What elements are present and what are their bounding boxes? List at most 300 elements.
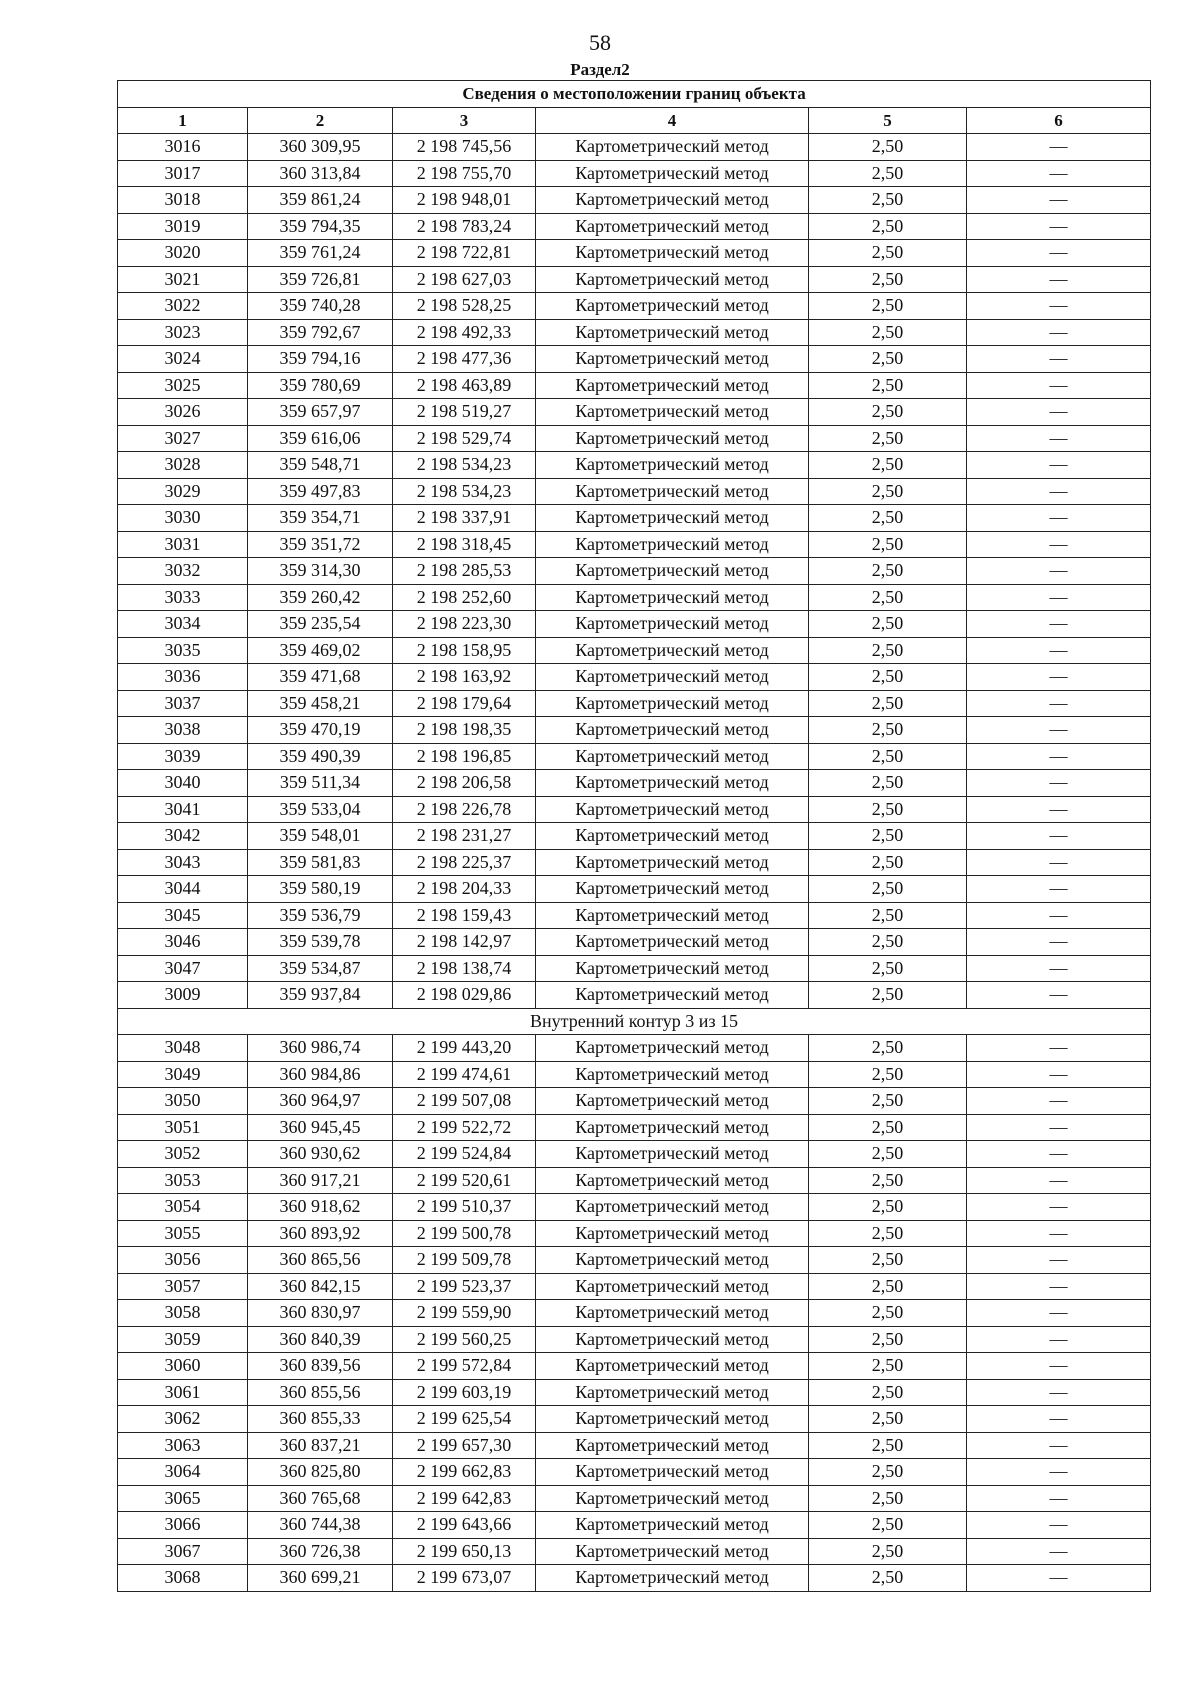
table-cell: 2,50 bbox=[809, 160, 967, 187]
table-cell: — bbox=[967, 902, 1151, 929]
table-cell: 3066 bbox=[118, 1512, 248, 1539]
table-cell: — bbox=[967, 1432, 1151, 1459]
table-cell: — bbox=[967, 452, 1151, 479]
table-cell: 359 792,67 bbox=[248, 319, 393, 346]
table-cell: — bbox=[967, 584, 1151, 611]
table-cell: 2 198 159,43 bbox=[393, 902, 536, 929]
table-cell: 3031 bbox=[118, 531, 248, 558]
table-cell: 2 199 643,66 bbox=[393, 1512, 536, 1539]
table-cell: 3016 bbox=[118, 134, 248, 161]
table-row bbox=[118, 584, 1151, 611]
table-cell: 3057 bbox=[118, 1273, 248, 1300]
table-cell: 2,50 bbox=[809, 929, 967, 956]
table-cell: 3056 bbox=[118, 1247, 248, 1274]
table-cell: 360 865,56 bbox=[248, 1247, 393, 1274]
table-cell: — bbox=[967, 1061, 1151, 1088]
table-row bbox=[118, 346, 1151, 373]
table-cell: 2,50 bbox=[809, 1088, 967, 1115]
table-cell: 2 198 783,24 bbox=[393, 213, 536, 240]
table-cell: 3053 bbox=[118, 1167, 248, 1194]
table-cell: 2,50 bbox=[809, 770, 967, 797]
table-cell: 2 198 534,23 bbox=[393, 452, 536, 479]
table-cell: 359 861,24 bbox=[248, 187, 393, 214]
table-cell: 2,50 bbox=[809, 266, 967, 293]
table-cell: — bbox=[967, 849, 1151, 876]
table-cell: 2,50 bbox=[809, 1432, 967, 1459]
table-cell: — bbox=[967, 240, 1151, 267]
table-row bbox=[118, 452, 1151, 479]
table-cell: Картометрический метод bbox=[536, 1379, 809, 1406]
table-cell: 2 199 650,13 bbox=[393, 1538, 536, 1565]
table-cell: 359 780,69 bbox=[248, 372, 393, 399]
table-cell: 359 580,19 bbox=[248, 876, 393, 903]
table-cell: 2 199 625,54 bbox=[393, 1406, 536, 1433]
table-cell: 2 199 642,83 bbox=[393, 1485, 536, 1512]
table-cell: 3018 bbox=[118, 187, 248, 214]
table-cell: 2 198 231,27 bbox=[393, 823, 536, 850]
table-cell: 359 794,35 bbox=[248, 213, 393, 240]
table-row bbox=[118, 637, 1151, 664]
table-cell: 359 548,71 bbox=[248, 452, 393, 479]
table-cell: 3058 bbox=[118, 1300, 248, 1327]
table-cell: 2 198 477,36 bbox=[393, 346, 536, 373]
table-cell: 3019 bbox=[118, 213, 248, 240]
table-cell: 2 198 745,56 bbox=[393, 134, 536, 161]
table-row bbox=[118, 955, 1151, 982]
table-cell: 359 937,84 bbox=[248, 982, 393, 1009]
table-cell: — bbox=[967, 1141, 1151, 1168]
table-cell: 3025 bbox=[118, 372, 248, 399]
table-cell: 359 534,87 bbox=[248, 955, 393, 982]
table-cell: Картометрический метод bbox=[536, 213, 809, 240]
column-header: 5 bbox=[809, 107, 967, 134]
table-cell: 3052 bbox=[118, 1141, 248, 1168]
subheader-group bbox=[118, 1008, 1151, 1035]
table-cell: 3020 bbox=[118, 240, 248, 267]
table-cell: 2,50 bbox=[809, 319, 967, 346]
table-cell: 2,50 bbox=[809, 452, 967, 479]
table-row bbox=[118, 929, 1151, 956]
table-cell: Картометрический метод bbox=[536, 823, 809, 850]
table-cell: — bbox=[967, 187, 1151, 214]
table-cell: — bbox=[967, 823, 1151, 850]
table-cell: 360 830,97 bbox=[248, 1300, 393, 1327]
table-cell: 2 199 572,84 bbox=[393, 1353, 536, 1380]
table-cell: Картометрический метод bbox=[536, 1061, 809, 1088]
table-cell: — bbox=[967, 1167, 1151, 1194]
table-row bbox=[118, 876, 1151, 903]
table-cell: 3029 bbox=[118, 478, 248, 505]
table-cell: Картометрический метод bbox=[536, 1565, 809, 1592]
table-cell: 2 198 204,33 bbox=[393, 876, 536, 903]
table-cell: 2 199 510,37 bbox=[393, 1194, 536, 1221]
table-row bbox=[118, 1565, 1151, 1592]
table-row bbox=[118, 213, 1151, 240]
table-cell: Картометрический метод bbox=[536, 1512, 809, 1539]
table-cell: 359 616,06 bbox=[248, 425, 393, 452]
table-cell: — bbox=[967, 1565, 1151, 1592]
table-cell: 359 581,83 bbox=[248, 849, 393, 876]
table-cell: 2,50 bbox=[809, 134, 967, 161]
table-cell: 3044 bbox=[118, 876, 248, 903]
table-cell: — bbox=[967, 1114, 1151, 1141]
table-cell: — bbox=[967, 743, 1151, 770]
table-cell: 360 309,95 bbox=[248, 134, 393, 161]
table-cell: 3050 bbox=[118, 1088, 248, 1115]
table-cell: — bbox=[967, 876, 1151, 903]
table-cell: 2 198 528,25 bbox=[393, 293, 536, 320]
table-cell: 3027 bbox=[118, 425, 248, 452]
table-cell: Картометрический метод bbox=[536, 1141, 809, 1168]
table-cell: 2 198 163,92 bbox=[393, 664, 536, 691]
table-cell: 360 964,97 bbox=[248, 1088, 393, 1115]
table-cell: 359 657,97 bbox=[248, 399, 393, 426]
table-cell: 2,50 bbox=[809, 1035, 967, 1062]
section-title: Раздел2 bbox=[570, 60, 630, 79]
table-row bbox=[118, 372, 1151, 399]
table-cell: 2,50 bbox=[809, 1538, 967, 1565]
table-cell: 2 199 522,72 bbox=[393, 1114, 536, 1141]
table-cell: 3055 bbox=[118, 1220, 248, 1247]
table-cell: Картометрический метод bbox=[536, 505, 809, 532]
table-cell: 2 198 722,81 bbox=[393, 240, 536, 267]
table-row bbox=[118, 1114, 1151, 1141]
table-cell: — bbox=[967, 266, 1151, 293]
table-cell: 2,50 bbox=[809, 611, 967, 638]
table-cell: 3064 bbox=[118, 1459, 248, 1486]
table-cell: 2 198 627,03 bbox=[393, 266, 536, 293]
table-cell: — bbox=[967, 1300, 1151, 1327]
table-cell: 2 198 755,70 bbox=[393, 160, 536, 187]
table-row bbox=[118, 690, 1151, 717]
table-row bbox=[118, 319, 1151, 346]
table-cell: 2 198 492,33 bbox=[393, 319, 536, 346]
table-cell: 359 471,68 bbox=[248, 664, 393, 691]
table-cell: — bbox=[967, 213, 1151, 240]
table-cell: Картометрический метод bbox=[536, 1353, 809, 1380]
table-cell: 360 726,38 bbox=[248, 1538, 393, 1565]
table-cell: 3063 bbox=[118, 1432, 248, 1459]
table-row bbox=[118, 1300, 1151, 1327]
table-cell: — bbox=[967, 1194, 1151, 1221]
table-cell: Картометрический метод bbox=[536, 293, 809, 320]
table-row bbox=[118, 558, 1151, 585]
table-cell: 2 199 509,78 bbox=[393, 1247, 536, 1274]
table-row bbox=[118, 1167, 1151, 1194]
boundary-table bbox=[117, 80, 1151, 1592]
table-cell: — bbox=[967, 1220, 1151, 1247]
table-cell: Картометрический метод bbox=[536, 266, 809, 293]
table-cell: — bbox=[967, 770, 1151, 797]
table-cell: — bbox=[967, 425, 1151, 452]
table-cell: 359 354,71 bbox=[248, 505, 393, 532]
table-cell: 359 314,30 bbox=[248, 558, 393, 585]
table-cell: 3023 bbox=[118, 319, 248, 346]
table-cell: 2,50 bbox=[809, 955, 967, 982]
table-cell: 3061 bbox=[118, 1379, 248, 1406]
table-caption-row bbox=[118, 81, 1151, 108]
table-cell: — bbox=[967, 531, 1151, 558]
page-number: 58 bbox=[589, 30, 611, 55]
table-cell: — bbox=[967, 796, 1151, 823]
table-cell: 359 490,39 bbox=[248, 743, 393, 770]
table-row bbox=[118, 478, 1151, 505]
table-cell: Картометрический метод bbox=[536, 1273, 809, 1300]
table-cell: Картометрический метод bbox=[536, 1220, 809, 1247]
table-cell: 359 533,04 bbox=[248, 796, 393, 823]
table-cell: Картометрический метод bbox=[536, 770, 809, 797]
table-cell: Картометрический метод bbox=[536, 531, 809, 558]
table-cell: 2 198 318,45 bbox=[393, 531, 536, 558]
table-cell: 3036 bbox=[118, 664, 248, 691]
table-cell: Картометрический метод bbox=[536, 664, 809, 691]
table-cell: — bbox=[967, 1353, 1151, 1380]
table-row bbox=[118, 505, 1151, 532]
table-cell: — bbox=[967, 1273, 1151, 1300]
table-cell: Картометрический метод bbox=[536, 849, 809, 876]
table-cell: 2 198 337,91 bbox=[393, 505, 536, 532]
rows-part2 bbox=[118, 1035, 1151, 1592]
table-cell: — bbox=[967, 1326, 1151, 1353]
table-cell: 3026 bbox=[118, 399, 248, 426]
table-cell: 2 198 196,85 bbox=[393, 743, 536, 770]
table-cell: 360 839,56 bbox=[248, 1353, 393, 1380]
table-cell: 3051 bbox=[118, 1114, 248, 1141]
table-cell: 3009 bbox=[118, 982, 248, 1009]
table-row bbox=[118, 982, 1151, 1009]
table-cell: 360 855,56 bbox=[248, 1379, 393, 1406]
table-cell: 359 740,28 bbox=[248, 293, 393, 320]
table-cell: 2,50 bbox=[809, 823, 967, 850]
table-cell: — bbox=[967, 1512, 1151, 1539]
table-cell: — bbox=[967, 160, 1151, 187]
table-cell: — bbox=[967, 1088, 1151, 1115]
table-cell: Картометрический метод bbox=[536, 796, 809, 823]
table-row bbox=[118, 796, 1151, 823]
table-cell: Картометрический метод bbox=[536, 1194, 809, 1221]
table-cell: 2,50 bbox=[809, 637, 967, 664]
table-cell: 3047 bbox=[118, 955, 248, 982]
table-cell: 3033 bbox=[118, 584, 248, 611]
table-cell: — bbox=[967, 1247, 1151, 1274]
table-cell: 2,50 bbox=[809, 531, 967, 558]
table-cell: 2,50 bbox=[809, 399, 967, 426]
table-row bbox=[118, 293, 1151, 320]
table-row bbox=[118, 160, 1151, 187]
table-cell: 360 855,33 bbox=[248, 1406, 393, 1433]
table-row bbox=[118, 717, 1151, 744]
table-cell: 3054 bbox=[118, 1194, 248, 1221]
table-row bbox=[118, 1247, 1151, 1274]
table-cell: 2,50 bbox=[809, 240, 967, 267]
contour-subheader: Внутренний контур 3 из 15 bbox=[118, 1008, 1151, 1035]
table-cell: — bbox=[967, 1538, 1151, 1565]
table-cell: 2,50 bbox=[809, 505, 967, 532]
table-row bbox=[118, 240, 1151, 267]
table-cell: 2,50 bbox=[809, 982, 967, 1009]
table-cell: 2 199 523,37 bbox=[393, 1273, 536, 1300]
table-cell: 3039 bbox=[118, 743, 248, 770]
table-cell: 2 199 474,61 bbox=[393, 1061, 536, 1088]
table-row bbox=[118, 664, 1151, 691]
table-row bbox=[118, 1485, 1151, 1512]
table-cell: 2 198 226,78 bbox=[393, 796, 536, 823]
table-cell: 2,50 bbox=[809, 717, 967, 744]
table-row bbox=[118, 1061, 1151, 1088]
table-cell: 2 198 206,58 bbox=[393, 770, 536, 797]
table-cell: 360 313,84 bbox=[248, 160, 393, 187]
table-cell: Картометрический метод bbox=[536, 1167, 809, 1194]
table-row bbox=[118, 1512, 1151, 1539]
table-cell: 2,50 bbox=[809, 1326, 967, 1353]
table-cell: 3048 bbox=[118, 1035, 248, 1062]
table-cell: 360 918,62 bbox=[248, 1194, 393, 1221]
table-cell: 2 199 559,90 bbox=[393, 1300, 536, 1327]
table-cell: Картометрический метод bbox=[536, 1459, 809, 1486]
table-cell: Картометрический метод bbox=[536, 929, 809, 956]
table-cell: 359 536,79 bbox=[248, 902, 393, 929]
table-cell: 2 198 142,97 bbox=[393, 929, 536, 956]
table-cell: 2,50 bbox=[809, 1247, 967, 1274]
table-row bbox=[118, 1379, 1151, 1406]
table-cell: 359 511,34 bbox=[248, 770, 393, 797]
table-cell: Картометрический метод bbox=[536, 160, 809, 187]
table-row bbox=[118, 531, 1151, 558]
table-cell: 2,50 bbox=[809, 1114, 967, 1141]
table-row bbox=[118, 1406, 1151, 1433]
table-cell: 360 930,62 bbox=[248, 1141, 393, 1168]
table-cell: 2,50 bbox=[809, 902, 967, 929]
table-cell: Картометрический метод bbox=[536, 1485, 809, 1512]
table-cell: Картометрический метод bbox=[536, 1300, 809, 1327]
table-cell: 2,50 bbox=[809, 213, 967, 240]
table-row bbox=[118, 1088, 1151, 1115]
table-cell: Картометрический метод bbox=[536, 399, 809, 426]
table-cell: 3022 bbox=[118, 293, 248, 320]
table-row bbox=[118, 1432, 1151, 1459]
table-cell: 3059 bbox=[118, 1326, 248, 1353]
table-cell: Картометрический метод bbox=[536, 1432, 809, 1459]
table-cell: — bbox=[967, 717, 1151, 744]
table-row bbox=[118, 1326, 1151, 1353]
table-cell: 2,50 bbox=[809, 690, 967, 717]
table-cell: 360 917,21 bbox=[248, 1167, 393, 1194]
table-cell: 2,50 bbox=[809, 796, 967, 823]
table-cell: 3046 bbox=[118, 929, 248, 956]
table-row bbox=[118, 134, 1151, 161]
table-cell: 3041 bbox=[118, 796, 248, 823]
table-cell: 2 198 519,27 bbox=[393, 399, 536, 426]
table-cell: 2,50 bbox=[809, 425, 967, 452]
table-cell: 3040 bbox=[118, 770, 248, 797]
table-cell: 3038 bbox=[118, 717, 248, 744]
table-cell: 2 199 673,07 bbox=[393, 1565, 536, 1592]
table-cell: 3067 bbox=[118, 1538, 248, 1565]
table-cell: Картометрический метод bbox=[536, 134, 809, 161]
table-cell: 2,50 bbox=[809, 1512, 967, 1539]
table-cell: Картометрический метод bbox=[536, 1114, 809, 1141]
table-row bbox=[118, 187, 1151, 214]
table-cell: 2,50 bbox=[809, 1273, 967, 1300]
table-cell: 2,50 bbox=[809, 372, 967, 399]
table-cell: 2 199 507,08 bbox=[393, 1088, 536, 1115]
table-cell: 2,50 bbox=[809, 1459, 967, 1486]
table-cell: — bbox=[967, 293, 1151, 320]
table-cell: — bbox=[967, 558, 1151, 585]
column-header: 1 bbox=[118, 107, 248, 134]
table-cell: Картометрический метод bbox=[536, 452, 809, 479]
table-cell: Картометрический метод bbox=[536, 1406, 809, 1433]
table-cell: Картометрический метод bbox=[536, 372, 809, 399]
table-cell: 2,50 bbox=[809, 1379, 967, 1406]
table-cell: Картометрический метод bbox=[536, 240, 809, 267]
table-cell: Картометрический метод bbox=[536, 478, 809, 505]
table-cell: 2,50 bbox=[809, 1194, 967, 1221]
table-cell: 3034 bbox=[118, 611, 248, 638]
table-cell: — bbox=[967, 399, 1151, 426]
table-row bbox=[118, 611, 1151, 638]
table-cell: 2,50 bbox=[809, 293, 967, 320]
table-cell: Картометрический метод bbox=[536, 690, 809, 717]
table-cell: Картометрический метод bbox=[536, 187, 809, 214]
table-cell: Картометрический метод bbox=[536, 346, 809, 373]
table-cell: 2 198 223,30 bbox=[393, 611, 536, 638]
table-row bbox=[118, 266, 1151, 293]
column-header: 6 bbox=[967, 107, 1151, 134]
table-cell: — bbox=[967, 372, 1151, 399]
table-cell: — bbox=[967, 1459, 1151, 1486]
table-cell: 2 199 443,20 bbox=[393, 1035, 536, 1062]
table-row bbox=[118, 1353, 1151, 1380]
table-cell: 2,50 bbox=[809, 1565, 967, 1592]
table-cell: 360 840,39 bbox=[248, 1326, 393, 1353]
table-cell: 360 825,80 bbox=[248, 1459, 393, 1486]
table-cell: 3024 bbox=[118, 346, 248, 373]
table-cell: 2,50 bbox=[809, 478, 967, 505]
table-cell: — bbox=[967, 664, 1151, 691]
table-cell: 360 842,15 bbox=[248, 1273, 393, 1300]
table-row bbox=[118, 1194, 1151, 1221]
table-cell: 3060 bbox=[118, 1353, 248, 1380]
table-cell: 2 198 948,01 bbox=[393, 187, 536, 214]
table-cell: 3030 bbox=[118, 505, 248, 532]
table-cell: 3042 bbox=[118, 823, 248, 850]
table-cell: 360 699,21 bbox=[248, 1565, 393, 1592]
table-cell: Картометрический метод bbox=[536, 637, 809, 664]
column-header-row bbox=[118, 107, 1151, 134]
table-cell: 3043 bbox=[118, 849, 248, 876]
table-row bbox=[118, 1459, 1151, 1486]
table-cell: — bbox=[967, 1035, 1151, 1062]
table-cell: — bbox=[967, 346, 1151, 373]
table-cell: 2,50 bbox=[809, 1141, 967, 1168]
table-cell: 3049 bbox=[118, 1061, 248, 1088]
table-cell: 360 984,86 bbox=[248, 1061, 393, 1088]
table-cell: 359 260,42 bbox=[248, 584, 393, 611]
table-cell: 2 198 252,60 bbox=[393, 584, 536, 611]
table-cell: Картометрический метод bbox=[536, 982, 809, 1009]
table-cell: 2,50 bbox=[809, 664, 967, 691]
table-cell: 359 726,81 bbox=[248, 266, 393, 293]
table-cell: Картометрический метод bbox=[536, 1247, 809, 1274]
table-cell: — bbox=[967, 478, 1151, 505]
column-header: 3 bbox=[393, 107, 536, 134]
table-cell: 359 548,01 bbox=[248, 823, 393, 850]
table-cell: Картометрический метод bbox=[536, 319, 809, 346]
table-cell: 2,50 bbox=[809, 1485, 967, 1512]
table-cell: — bbox=[967, 319, 1151, 346]
table-cell: 2,50 bbox=[809, 1300, 967, 1327]
